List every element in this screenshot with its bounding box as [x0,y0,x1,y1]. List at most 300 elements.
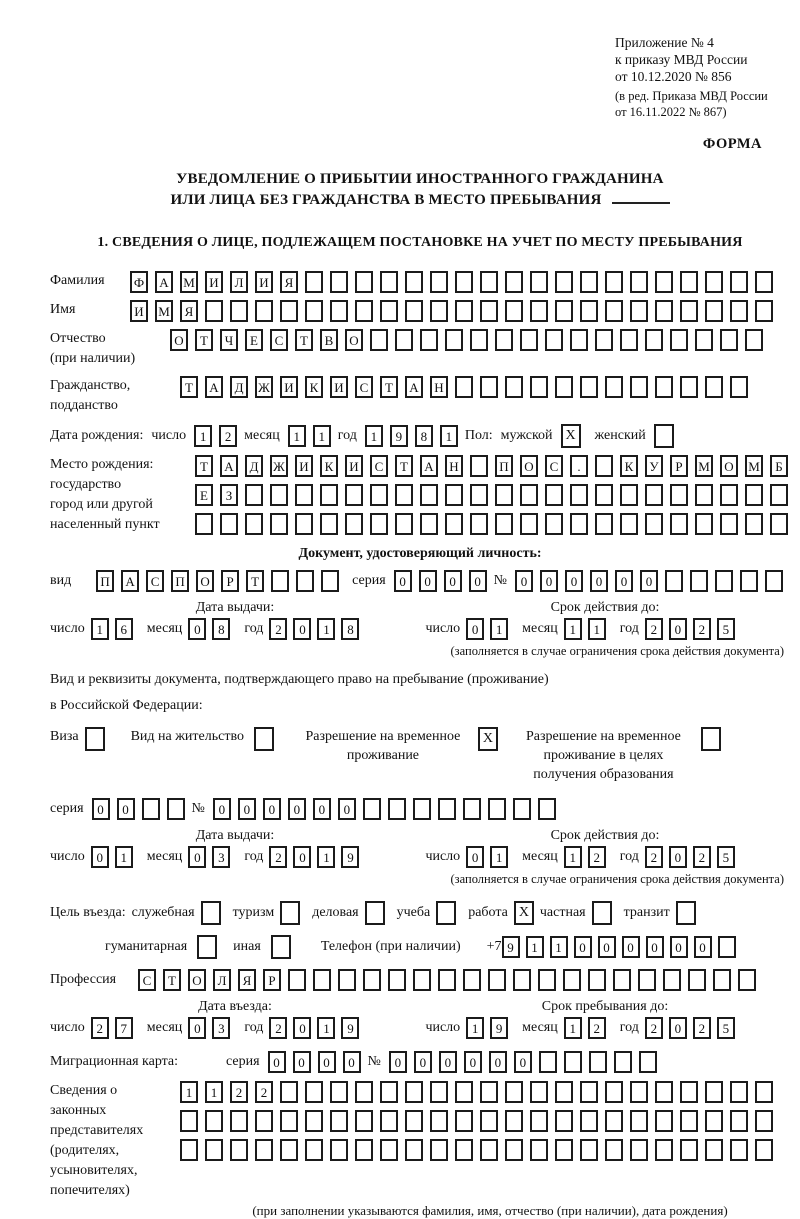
char-cell[interactable] [588,969,606,991]
char-cell[interactable]: 0 [489,1051,507,1073]
char-cell[interactable] [545,513,563,535]
temp-permit-checkbox[interactable]: X [478,727,498,751]
char-cell[interactable] [520,484,538,506]
char-cell[interactable]: 2 [645,846,663,868]
char-cell[interactable]: 0 [188,1017,206,1039]
char-cell[interactable]: Т [246,570,264,592]
char-cell[interactable] [330,271,348,293]
char-cell[interactable] [405,1081,423,1103]
char-cell[interactable] [580,376,598,398]
char-cell[interactable]: 0 [313,798,331,820]
char-cell[interactable]: 0 [514,1051,532,1073]
char-cell[interactable] [680,271,698,293]
char-cell[interactable] [455,1081,473,1103]
char-cell[interactable] [770,484,788,506]
char-cell[interactable]: Н [430,376,448,398]
char-cell[interactable] [480,1110,498,1132]
char-cell[interactable] [205,1139,223,1161]
char-cell[interactable] [688,969,706,991]
char-cell[interactable]: И [255,271,273,293]
char-cell[interactable]: К [305,376,323,398]
char-cell[interactable] [505,300,523,322]
char-cell[interactable]: 0 [288,798,306,820]
char-cell[interactable] [563,969,581,991]
char-cell[interactable]: К [620,455,638,477]
char-cell[interactable] [455,1139,473,1161]
purpose-transit-checkbox[interactable] [676,901,696,925]
char-cell[interactable] [495,484,513,506]
char-cell[interactable]: 0 [414,1051,432,1073]
char-cell[interactable] [555,271,573,293]
char-cell[interactable] [445,329,463,351]
char-cell[interactable] [505,1139,523,1161]
char-cell[interactable]: О [520,455,538,477]
char-cell[interactable] [730,300,748,322]
char-cell[interactable] [355,1081,373,1103]
char-cell[interactable]: 9 [490,1017,508,1039]
char-cell[interactable] [645,329,663,351]
char-cell[interactable] [270,484,288,506]
char-cell[interactable] [555,376,573,398]
char-cell[interactable]: И [345,455,363,477]
char-cell[interactable] [630,1081,648,1103]
char-cell[interactable] [345,513,363,535]
char-cell[interactable]: 0 [293,1017,311,1039]
char-cell[interactable]: 0 [91,846,109,868]
char-cell[interactable] [670,329,688,351]
char-cell[interactable]: 0 [669,846,687,868]
char-cell[interactable] [695,329,713,351]
char-cell[interactable] [405,1139,423,1161]
char-cell[interactable]: 1 [313,425,331,447]
char-cell[interactable] [270,513,288,535]
char-cell[interactable]: Т [195,455,213,477]
char-cell[interactable]: Р [670,455,688,477]
char-cell[interactable]: 1 [588,618,606,640]
char-cell[interactable]: 1 [317,618,335,640]
char-cell[interactable]: 0 [293,1051,311,1073]
char-cell[interactable] [180,1139,198,1161]
char-cell[interactable] [555,300,573,322]
char-cell[interactable] [630,1110,648,1132]
char-cell[interactable] [680,1081,698,1103]
char-cell[interactable] [690,570,708,592]
char-cell[interactable]: 9 [341,846,359,868]
char-cell[interactable]: 0 [444,570,462,592]
purpose-work-checkbox[interactable]: X [514,901,534,925]
char-cell[interactable] [295,513,313,535]
char-cell[interactable] [180,1110,198,1132]
sex-male-checkbox[interactable]: X [561,424,581,448]
char-cell[interactable] [530,376,548,398]
char-cell[interactable] [520,329,538,351]
char-cell[interactable]: П [96,570,114,592]
char-cell[interactable]: И [130,300,148,322]
char-cell[interactable]: 0 [574,936,592,958]
char-cell[interactable] [730,1110,748,1132]
char-cell[interactable]: Н [445,455,463,477]
char-cell[interactable] [370,513,388,535]
char-cell[interactable]: П [495,455,513,477]
char-cell[interactable]: Е [195,484,213,506]
char-cell[interactable] [645,484,663,506]
char-cell[interactable] [430,271,448,293]
char-cell[interactable] [620,513,638,535]
char-cell[interactable]: М [745,455,763,477]
char-cell[interactable]: . [570,455,588,477]
char-cell[interactable]: 0 [466,846,484,868]
char-cell[interactable] [380,271,398,293]
char-cell[interactable]: Ж [270,455,288,477]
char-cell[interactable] [505,1110,523,1132]
char-cell[interactable]: Я [280,271,298,293]
char-cell[interactable] [505,271,523,293]
char-cell[interactable]: 8 [415,425,433,447]
char-cell[interactable] [589,1051,607,1073]
char-cell[interactable] [755,1110,773,1132]
char-cell[interactable] [280,300,298,322]
char-cell[interactable] [167,798,185,820]
char-cell[interactable]: Д [245,455,263,477]
char-cell[interactable] [513,798,531,820]
char-cell[interactable] [488,969,506,991]
char-cell[interactable] [655,1110,673,1132]
char-cell[interactable]: 0 [238,798,256,820]
char-cell[interactable]: 0 [469,570,487,592]
char-cell[interactable] [645,513,663,535]
char-cell[interactable]: Р [263,969,281,991]
char-cell[interactable] [230,1110,248,1132]
char-cell[interactable] [355,271,373,293]
char-cell[interactable]: Л [230,271,248,293]
char-cell[interactable] [695,484,713,506]
char-cell[interactable]: О [720,455,738,477]
char-cell[interactable]: 0 [622,936,640,958]
char-cell[interactable] [355,1139,373,1161]
char-cell[interactable] [255,300,273,322]
char-cell[interactable]: 0 [615,570,633,592]
char-cell[interactable]: Д [230,376,248,398]
char-cell[interactable] [605,300,623,322]
char-cell[interactable]: А [420,455,438,477]
purpose-official-checkbox[interactable] [201,901,221,925]
char-cell[interactable]: Т [195,329,213,351]
char-cell[interactable]: 0 [338,798,356,820]
char-cell[interactable] [705,376,723,398]
char-cell[interactable]: 0 [263,798,281,820]
char-cell[interactable] [480,1081,498,1103]
char-cell[interactable]: И [205,271,223,293]
char-cell[interactable]: 5 [717,618,735,640]
char-cell[interactable]: 7 [115,1017,133,1039]
char-cell[interactable] [705,300,723,322]
char-cell[interactable] [545,329,563,351]
char-cell[interactable] [630,271,648,293]
char-cell[interactable]: 0 [540,570,558,592]
char-cell[interactable] [505,1081,523,1103]
char-cell[interactable] [280,1110,298,1132]
char-cell[interactable]: 1 [288,425,306,447]
char-cell[interactable] [455,376,473,398]
char-cell[interactable]: 5 [717,846,735,868]
char-cell[interactable]: 2 [91,1017,109,1039]
char-cell[interactable]: М [180,271,198,293]
char-cell[interactable]: А [205,376,223,398]
char-cell[interactable] [445,484,463,506]
char-cell[interactable]: 0 [293,846,311,868]
char-cell[interactable] [655,271,673,293]
char-cell[interactable] [395,484,413,506]
char-cell[interactable]: 1 [194,425,212,447]
char-cell[interactable] [680,300,698,322]
char-cell[interactable] [630,376,648,398]
char-cell[interactable] [730,271,748,293]
char-cell[interactable]: 0 [188,846,206,868]
char-cell[interactable]: 0 [343,1051,361,1073]
char-cell[interactable] [580,271,598,293]
char-cell[interactable] [713,969,731,991]
char-cell[interactable] [620,484,638,506]
char-cell[interactable]: 0 [565,570,583,592]
char-cell[interactable] [580,1139,598,1161]
char-cell[interactable]: 6 [115,618,133,640]
char-cell[interactable] [480,271,498,293]
char-cell[interactable] [765,570,783,592]
char-cell[interactable] [680,1139,698,1161]
char-cell[interactable]: У [645,455,663,477]
char-cell[interactable] [245,513,263,535]
char-cell[interactable] [405,1110,423,1132]
char-cell[interactable] [613,969,631,991]
char-cell[interactable] [288,969,306,991]
char-cell[interactable] [305,300,323,322]
char-cell[interactable]: 0 [117,798,135,820]
char-cell[interactable]: 1 [564,846,582,868]
char-cell[interactable]: 1 [564,1017,582,1039]
char-cell[interactable] [695,513,713,535]
char-cell[interactable]: 1 [317,846,335,868]
char-cell[interactable] [380,1110,398,1132]
char-cell[interactable] [745,329,763,351]
char-cell[interactable]: 1 [550,936,568,958]
residence-permit-checkbox[interactable] [254,727,274,751]
char-cell[interactable]: С [270,329,288,351]
char-cell[interactable] [295,484,313,506]
char-cell[interactable] [580,300,598,322]
char-cell[interactable] [488,798,506,820]
char-cell[interactable]: 3 [212,1017,230,1039]
char-cell[interactable]: Л [213,969,231,991]
char-cell[interactable] [413,798,431,820]
char-cell[interactable]: М [155,300,173,322]
char-cell[interactable] [388,798,406,820]
char-cell[interactable] [363,969,381,991]
char-cell[interactable]: 9 [390,425,408,447]
char-cell[interactable]: А [121,570,139,592]
char-cell[interactable] [720,484,738,506]
visa-checkbox[interactable] [85,727,105,751]
char-cell[interactable]: С [545,455,563,477]
char-cell[interactable]: 1 [317,1017,335,1039]
char-cell[interactable]: А [405,376,423,398]
char-cell[interactable]: Т [395,455,413,477]
char-cell[interactable] [655,1139,673,1161]
char-cell[interactable] [363,798,381,820]
char-cell[interactable]: 0 [389,1051,407,1073]
char-cell[interactable]: Я [238,969,256,991]
char-cell[interactable] [430,1139,448,1161]
char-cell[interactable] [755,1081,773,1103]
char-cell[interactable]: О [196,570,214,592]
char-cell[interactable] [470,484,488,506]
char-cell[interactable] [395,513,413,535]
char-cell[interactable] [280,1081,298,1103]
char-cell[interactable]: Ф [130,271,148,293]
char-cell[interactable] [570,329,588,351]
char-cell[interactable]: 2 [693,618,711,640]
char-cell[interactable] [638,969,656,991]
char-cell[interactable] [705,1081,723,1103]
char-cell[interactable] [513,969,531,991]
char-cell[interactable]: 0 [466,618,484,640]
char-cell[interactable] [665,570,683,592]
char-cell[interactable]: 1 [466,1017,484,1039]
char-cell[interactable]: Ж [255,376,273,398]
char-cell[interactable]: 2 [588,1017,606,1039]
char-cell[interactable]: 0 [293,618,311,640]
char-cell[interactable] [420,329,438,351]
char-cell[interactable]: 1 [526,936,544,958]
char-cell[interactable] [330,1081,348,1103]
char-cell[interactable] [355,1110,373,1132]
char-cell[interactable]: Т [163,969,181,991]
char-cell[interactable] [321,570,339,592]
char-cell[interactable] [595,484,613,506]
char-cell[interactable]: 2 [588,846,606,868]
purpose-humanitarian-checkbox[interactable] [197,935,217,959]
char-cell[interactable] [663,969,681,991]
char-cell[interactable] [320,513,338,535]
char-cell[interactable]: 2 [255,1081,273,1103]
char-cell[interactable]: Ч [220,329,238,351]
char-cell[interactable]: А [220,455,238,477]
char-cell[interactable] [755,300,773,322]
char-cell[interactable]: 2 [269,846,287,868]
char-cell[interactable]: 1 [564,618,582,640]
char-cell[interactable] [605,1139,623,1161]
char-cell[interactable]: Т [180,376,198,398]
char-cell[interactable]: Т [295,329,313,351]
char-cell[interactable] [205,1110,223,1132]
char-cell[interactable]: 2 [645,1017,663,1039]
char-cell[interactable] [605,271,623,293]
edu-permit-checkbox[interactable] [701,727,721,751]
char-cell[interactable]: 0 [439,1051,457,1073]
char-cell[interactable] [505,376,523,398]
char-cell[interactable]: С [355,376,373,398]
char-cell[interactable]: 0 [213,798,231,820]
char-cell[interactable]: 0 [464,1051,482,1073]
char-cell[interactable] [388,969,406,991]
char-cell[interactable] [564,1051,582,1073]
char-cell[interactable]: 0 [669,1017,687,1039]
char-cell[interactable]: 0 [694,936,712,958]
char-cell[interactable] [430,300,448,322]
char-cell[interactable] [670,513,688,535]
char-cell[interactable]: 0 [92,798,110,820]
char-cell[interactable]: 2 [645,618,663,640]
char-cell[interactable]: 9 [502,936,520,958]
char-cell[interactable] [745,484,763,506]
char-cell[interactable]: 2 [693,1017,711,1039]
char-cell[interactable]: 0 [318,1051,336,1073]
char-cell[interactable]: 1 [365,425,383,447]
char-cell[interactable]: С [138,969,156,991]
char-cell[interactable] [538,798,556,820]
char-cell[interactable] [320,484,338,506]
char-cell[interactable]: 2 [269,618,287,640]
char-cell[interactable] [395,329,413,351]
char-cell[interactable] [715,570,733,592]
char-cell[interactable] [555,1139,573,1161]
char-cell[interactable]: Е [245,329,263,351]
char-cell[interactable] [730,376,748,398]
purpose-other-checkbox[interactable] [271,935,291,959]
char-cell[interactable]: 2 [230,1081,248,1103]
char-cell[interactable] [405,271,423,293]
char-cell[interactable] [595,513,613,535]
char-cell[interactable]: 5 [717,1017,735,1039]
char-cell[interactable] [271,570,289,592]
char-cell[interactable] [142,798,160,820]
char-cell[interactable]: И [280,376,298,398]
char-cell[interactable]: 1 [91,618,109,640]
char-cell[interactable]: 0 [670,936,688,958]
char-cell[interactable] [680,1110,698,1132]
char-cell[interactable] [255,1110,273,1132]
char-cell[interactable]: 1 [205,1081,223,1103]
char-cell[interactable] [720,329,738,351]
char-cell[interactable]: 0 [598,936,616,958]
char-cell[interactable]: 2 [269,1017,287,1039]
purpose-tourism-checkbox[interactable] [280,901,300,925]
char-cell[interactable]: 0 [646,936,664,958]
char-cell[interactable] [470,513,488,535]
char-cell[interactable] [670,484,688,506]
char-cell[interactable]: П [171,570,189,592]
char-cell[interactable] [730,1139,748,1161]
char-cell[interactable] [705,271,723,293]
char-cell[interactable] [338,969,356,991]
char-cell[interactable] [455,1110,473,1132]
char-cell[interactable] [530,1081,548,1103]
char-cell[interactable] [614,1051,632,1073]
char-cell[interactable]: 8 [341,618,359,640]
char-cell[interactable] [380,300,398,322]
char-cell[interactable]: Б [770,455,788,477]
char-cell[interactable]: 2 [219,425,237,447]
char-cell[interactable] [330,1139,348,1161]
char-cell[interactable] [470,455,488,477]
char-cell[interactable] [463,969,481,991]
char-cell[interactable] [438,798,456,820]
char-cell[interactable] [538,969,556,991]
char-cell[interactable]: О [170,329,188,351]
char-cell[interactable]: Я [180,300,198,322]
char-cell[interactable] [380,1081,398,1103]
char-cell[interactable]: 0 [515,570,533,592]
char-cell[interactable]: К [320,455,338,477]
